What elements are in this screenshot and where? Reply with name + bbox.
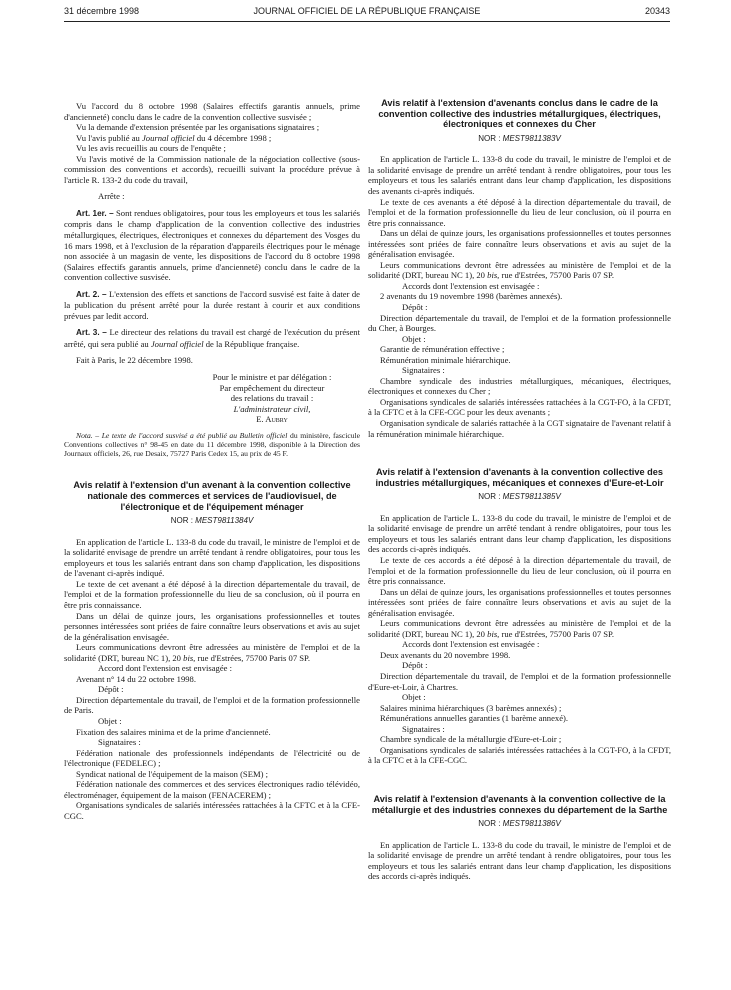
signatory: Organisation syndicale de salariés rattachée à la CGT signataire de l'avenant relatif à la rémunération minimale hiérarchique. bbox=[368, 418, 671, 439]
signatory: Organisations syndicales de salariés intéressées rattachées à la CFTC et à la CFE-CGC. bbox=[64, 800, 360, 821]
depot-value: Direction départementale du travail, de l'emploi et de la formation professionnelle de Paris. bbox=[64, 694, 360, 716]
objet-value: Rémunération minimale hiérarchique. bbox=[380, 354, 511, 365]
body-paragraph: En application de l'article L. 133-8 du code du travail, le ministre de l'emploi et de la solidarité envisage de prendre un arrêté tendant à rendre obligatoires, pour tous les employeurs et tous les salariés entrant dans leur champ d'application, les dispositions des accords ci-après indiqués. bbox=[368, 512, 671, 555]
depot-value: Direction départementale du travail, de l'emploi et de la formation professionnelle du Cher, à Bourges. bbox=[368, 312, 671, 334]
nor-reference: NOR : MEST9811385V bbox=[478, 492, 561, 502]
vu-paragraph: Vu l'accord du 8 octobre 1998 (Salaires effectifs garantis annuels, prime d'ancienneté) conclu dans le cadre de la convention collective susvisée ; bbox=[64, 101, 360, 122]
signature-block: Pour le ministre et par délégation : Par empêchement du directeur des relations du travail : L'administrateur civil, E. Aubry bbox=[212, 372, 332, 425]
fait-a-paris: Fait à Paris, le 22 décembre 1998. bbox=[76, 355, 193, 366]
notice-title: Avis relatif à l'extension d'avenants à la convention collective de la métallurgie et des industries connexes du département de la Sarthe bbox=[371, 793, 668, 815]
section-label: Dépôt : bbox=[98, 684, 124, 695]
signatory: Organisations syndicales de salariés intéressées rattachées à la CGT-FO, à la CFDT, à la CFTC et à la CFE-CGC pour les deux avenants ; bbox=[368, 396, 671, 418]
signatory: Chambre syndicale de la métallurgie d'Eure-et-Loir ; bbox=[380, 734, 562, 745]
section-label: Signataires : bbox=[402, 365, 445, 376]
section-label: Accords dont l'extension est envisagée : bbox=[402, 280, 540, 291]
notice-title: Avis relatif à l'extension d'avenants conclus dans le cadre de la convention collective des industries métallurgiques, électriques, électroniques et connexes du Cher bbox=[378, 98, 661, 130]
header-journal-title: JOURNAL OFFICIEL DE LA RÉPUBLIQUE FRANÇAISE bbox=[253, 6, 481, 16]
body-paragraph: Dans un délai de quinze jours, les organisations professionnelles et toutes personnes intéressées sont priées de faire connaître leurs observations et avis au sujet de la généralisation envisagée. bbox=[368, 586, 671, 618]
vu-paragraph: Vu les avis recueillis au cours de l'enquête ; bbox=[76, 143, 226, 154]
nor-reference: NOR : MEST9811384V bbox=[170, 516, 254, 526]
body-paragraph: Le texte de ces avenants a été déposé à la direction départementale du travail, de l'emploi et de la formation professionnelle du lieu de leur conclusion, où il pourra en être pris connaissance. bbox=[368, 196, 671, 228]
vu-paragraph: Vu l'avis publié au Journal officiel du 4 décembre 1998 ; bbox=[76, 132, 272, 143]
article-3: Art. 3. – Le directeur des relations du travail est chargé de l'exécution du présent arrêté, qui sera publié au Journal officiel de la République française. bbox=[64, 327, 360, 349]
notice-title: Avis relatif à l'extension d'un avenant à la convention collective nationale des commerces et services de l'audiovisuel, de l'électronique et de l'équipement ménager bbox=[73, 480, 351, 512]
page-header bbox=[64, 6, 670, 20]
nor-reference: NOR : MEST9811383V bbox=[478, 133, 561, 143]
depot-value: Direction départementale du travail, de l'emploi et de la formation professionnelle d'Eure-et-Loir, à Chartres. bbox=[368, 671, 671, 692]
header-date: 31 décembre 1998 bbox=[64, 6, 140, 16]
objet-value: Fixation des salaires minima et de la prime d'ancienneté. bbox=[76, 726, 271, 737]
section-label: Objet : bbox=[402, 692, 426, 703]
objet-value: Rémunérations annuelles garanties (1 barème annexé). bbox=[380, 713, 569, 724]
left-column bbox=[64, 101, 360, 821]
article-2: Art. 2. – L'extension des effets et sanctions de l'accord susvisé est faite à dater de la publication du présent arrêté pour la durée restant à courir et aux conditions prévues par ledit accord. bbox=[64, 288, 360, 321]
vu-paragraph: Vu l'avis motivé de la Commission nationale de la négociation collective (sous-commission des conventions et accords), recueilli suivant la procédure prévue à l'article R. 133-2 du code du travail, bbox=[64, 153, 360, 185]
body-paragraph: Leurs communications devront être adressées au ministère de l'emploi et de la solidarité (DRT, bureau NC 1), 20 bis, rue d'Estrées, 75700 Paris 07 SP. bbox=[368, 259, 671, 281]
signatory: Syndicat national de l'équipement de la maison (SEM) ; bbox=[76, 768, 268, 779]
section-label: Accords dont l'extension est envisagée : bbox=[402, 639, 540, 650]
right-column bbox=[368, 98, 671, 882]
signatory: Organisations syndicales de salariés intéressées rattachées à la CGT-FO, à la CFDT, à la CFTC et à la CFE-CGC. bbox=[368, 744, 671, 766]
objet-value: Salaires minima hiérarchiques (3 barèmes annexés) ; bbox=[380, 702, 562, 713]
body-paragraph: En application de l'article L. 133-8 du code du travail, le ministre de l'emploi et de la solidarité envisage de prendre un arrêté tendant à rendre obligatoires, pour tous les employeurs et tous les salariés entrant dans leur champ d'application, les dispositions des accords ci-après indiqués. bbox=[368, 839, 671, 882]
body-paragraph: En application de l'article L. 133-8 du code du travail, le ministre de l'emploi et de la solidarité envisage de prendre un arrêté tendant à rendre obligatoires, pour tous les employeurs et tous les salariés entrant dans leur champ d'application, les dispositions des avenants ci-après indiqués. bbox=[368, 154, 671, 196]
body-paragraph: Dans un délai de quinze jours, les organisations professionnelles et toutes personnes intéressées sont priées de faire connaître leurs observations et avis au sujet de la généralisation envisagée. bbox=[368, 228, 671, 260]
vu-paragraph: Vu la demande d'extension présentée par les organisations signataires ; bbox=[76, 122, 320, 133]
body-paragraph: Le texte de ces accords a été déposé à la direction départementale du travail, de l'emploi et de la formation professionnelle du lieu de leur conclusion, où il pourra en être pris connaissance. bbox=[368, 555, 671, 587]
signatory: Fédération nationale des commerces et des services électroniques radio télévidéo, électroménager, équipement de la maison (FENACEREM) ; bbox=[64, 779, 360, 800]
body-paragraph: Leurs communications devront être adressées au ministère de l'emploi et de la solidarité (DRT, bureau NC 1), 20 bis, rue d'Estrées, 75700 Paris 07 SP. bbox=[368, 618, 671, 639]
article-1: Art. 1er. – Sont rendues obligatoires, pour tous les employeurs et tous les salariés compris dans le champ d'application de la convention collective des industries métallurgiques, électriques, électroniques et connexes du département des Vosges du 16 mars 1998, et à l'exclusion de la réparation d'appareils électriques pour le ménage non associée à un magasin de vente, les dispositions de l'accord du 8 octobre 1998 (Salaires effectifs garantis annuels, prime d'ancienneté) conclu dans le cadre de la convention collective susvisée. bbox=[64, 207, 360, 283]
section-label: Objet : bbox=[98, 716, 122, 726]
nota: Nota. – Le texte de l'accord susvisé a été publié au Bulletin officiel du ministère, fascicule Conventions collectives n° 98-45 en date du 11 décembre 1998, disponible à la Direction des Journaux officiels, 26, rue Desaix, 75727 Paris Cedex 15, au prix de 45 F. bbox=[64, 430, 360, 459]
article-label: Art. 1er. – bbox=[76, 208, 114, 218]
notice-title: Avis relatif à l'extension d'avenants à la convention collective des industries métallurgiques, mécaniques et connexes d'Eure-et-Loir bbox=[375, 467, 664, 488]
section-label: Dépôt : bbox=[402, 660, 428, 671]
section-label: Dépôt : bbox=[402, 301, 428, 312]
article-label: Art. 2. – bbox=[76, 289, 107, 299]
accord-value: Deux avenants du 20 novembre 1998. bbox=[380, 649, 511, 660]
nor-reference: NOR : MEST9811386V bbox=[478, 819, 561, 829]
section-label: Signataires : bbox=[402, 723, 445, 734]
header-rule bbox=[64, 21, 670, 22]
accord-value: Avenant n° 14 du 22 octobre 1998. bbox=[76, 673, 196, 684]
body-paragraph: En application de l'article L. 133-8 du code du travail, le ministre de l'emploi et de la solidarité envisage de prendre un arrêté tendant à rendre obligatoires, pour tous les employeurs et tous les salariés entrant dans son champ d'application, les dispositions de l'avenant ci-après indiqué. bbox=[64, 536, 360, 579]
section-label: Accord dont l'extension est envisagée : bbox=[98, 663, 232, 674]
objet-value: Garantie de rémunération effective ; bbox=[380, 344, 505, 355]
article-label: Art. 3. – bbox=[76, 328, 107, 338]
body-paragraph: Leurs communications devront être adressées au ministère de l'emploi et de la solidarité (DRT, bureau NC 1), 20 bis, rue d'Estrées, 75700 Paris 07 SP. bbox=[64, 642, 360, 663]
section-label: Objet : bbox=[402, 333, 426, 344]
signatory: Fédération nationale des professionnels indépendants de l'électricité ou de l'électronique (FEDELEC) ; bbox=[64, 747, 360, 769]
section-label: Signataires : bbox=[98, 737, 141, 748]
body-paragraph: Le texte de cet avenant a été déposé à la direction départementale du travail, de l'emploi et de la formation professionnelle du lieu de sa conclusion, où il pourra en être pris connaissance. bbox=[64, 578, 360, 610]
arrete-label: Arrête : bbox=[98, 191, 125, 202]
header-page-number: 20343 bbox=[644, 6, 670, 16]
accord-value: 2 avenants du 19 novembre 1998 (barèmes annexés). bbox=[380, 291, 563, 302]
signatory: Chambre syndicale des industries métallurgiques, mécaniques, électriques, électroniques et connexes du Cher ; bbox=[368, 375, 671, 397]
body-paragraph: Dans un délai de quinze jours, les organisations professionnelles et toutes personnes intéressées sont priées de faire connaître leurs observations et avis au sujet de la généralisation envisagée. bbox=[64, 610, 360, 642]
